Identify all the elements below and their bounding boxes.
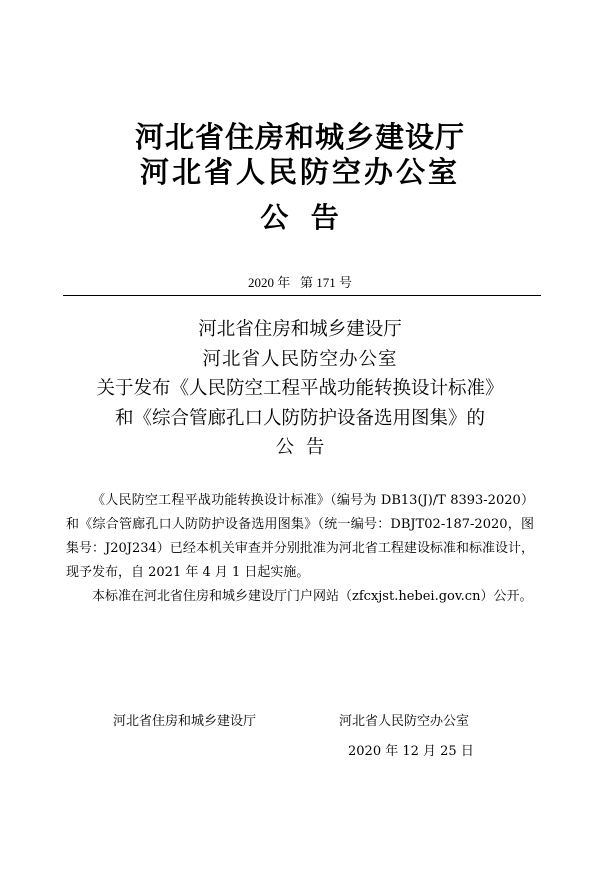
title-line-5: 公 告 [275,437,325,458]
document-body [66,489,534,609]
document-title [0,315,600,463]
header-divider [63,295,541,296]
issuer-heading-line2: 河北省人民防空办公室 [139,155,460,189]
signature-org-2: 河北省人民防空办公室 [339,714,470,729]
title-line-1: 河北省住房和城乡建设厅 [198,319,402,340]
document-number: 2020 年 第 171 号 [247,275,352,290]
body-paragraph-1: 《人民防空工程平战功能转换设计标准》（编号为 DB13(J)/T 8393-2020）和《综合管廊孔口人防防护设备选用图集》（统一编号：DBJT02-187-2020，图集号：J20J234）已经本机关审查并分别批准为河北省工程建设标准和标准设计，现予发布，自 2021 年 4 月 1 日起实施。 [66,493,534,580]
body-paragraph-2: 本标准在河北省住房和城乡建设厅门户网站（zfcxjst.hebei.gov.cn）公开。 [92,589,533,604]
title-line-3: 关于发布《人民防空工程平战功能转换设计标准》 [96,378,504,399]
title-line-4: 和《综合管廊孔口人防防护设备选用图集》的 [114,407,485,429]
signature-date: 2020 年 12 月 25 日 [348,744,474,759]
title-line-2: 河北省人民防空办公室 [202,348,398,370]
notice-heading: 公 告 [260,201,340,234]
signature-org-1: 河北省住房和城乡建设厅 [113,714,257,729]
issuer-heading-line1: 河北省住房和城乡建设厅 [134,120,465,154]
